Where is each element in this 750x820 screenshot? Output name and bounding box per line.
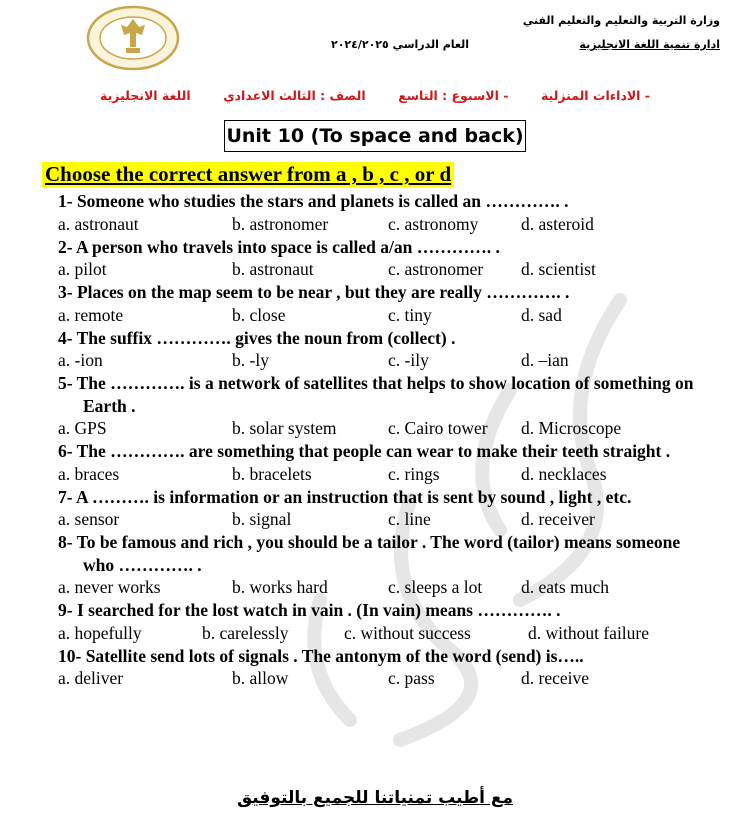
option-a[interactable]: a. -ion [58, 350, 103, 370]
option-a[interactable]: a. astronaut [58, 213, 139, 234]
option-b[interactable]: b. -ly [232, 350, 269, 370]
option-a[interactable]: a. sensor [58, 509, 120, 529]
unit-title: Unit 10 (To space and back) [224, 120, 526, 152]
info-row [100, 88, 650, 103]
option-a[interactable]: a. GPS [58, 418, 107, 438]
option-c[interactable]: c. -ily [388, 350, 429, 370]
academic-year: العام الدراسي ٢٠٢٤/٢٠٢٥ [331, 38, 469, 51]
options-row [58, 258, 698, 281]
info-subject: اللغة الانجليزية [100, 88, 191, 103]
question-text: 4- The suffix …………. gives the noun from (collect) . [58, 327, 456, 348]
option-b[interactable]: b. carelessly [202, 622, 289, 643]
header-ministry-block [470, 14, 720, 51]
option-c[interactable]: c. without success [344, 622, 471, 643]
option-b[interactable]: b. allow [232, 668, 289, 688]
option-d[interactable]: d. scientist [521, 259, 596, 279]
option-c[interactable]: c. astronomer [388, 259, 484, 279]
option-d[interactable]: d. without failure [528, 622, 650, 643]
question-text: 10- Satellite send lots of signals . The antonym of the word (send) is….. [58, 645, 584, 666]
option-d[interactable]: d. asteroid [521, 213, 594, 234]
info-homework: - الاداءات المنزلية [540, 88, 650, 103]
option-b[interactable]: b. astronaut [232, 259, 314, 279]
instruction: Choose the correct answer from a , b , c , or d [42, 162, 454, 187]
footer-wish: مع أطيب تمنياتنا للجميع بالتوفيق [236, 788, 513, 808]
option-d[interactable]: d. sad [521, 304, 562, 325]
options-row [58, 622, 698, 645]
option-a[interactable]: a. remote [58, 304, 124, 325]
option-a[interactable]: a. braces [58, 463, 120, 484]
ministry-name: وزارة التربية والتعليم والتعليم الفني [522, 14, 720, 27]
options-row [58, 213, 698, 236]
option-c[interactable]: c. line [388, 509, 431, 529]
option-d[interactable]: d. necklaces [521, 463, 607, 484]
question-text: 8- To be famous and rich , you should be a tailor . The word (tailor) means someone who …………. . [58, 532, 681, 575]
option-b[interactable]: b. works hard [232, 577, 328, 597]
question-text: 9- I searched for the lost watch in vain . (In vain) means …………. . [58, 600, 561, 620]
info-week: - الاسبوع : التاسع [398, 88, 509, 103]
question-text: 2- A person who travels into space is called a/an …………. . [58, 236, 500, 257]
option-b[interactable]: b. close [232, 304, 286, 325]
option-b[interactable]: b. astronomer [232, 213, 329, 234]
option-c[interactable]: c. tiny [388, 304, 432, 325]
options-row [58, 508, 698, 531]
option-d[interactable]: d. eats much [521, 577, 609, 597]
ministry-logo [86, 5, 180, 71]
question-text: 3- Places on the map seem to be near , but they are really …………. . [58, 282, 570, 302]
option-a[interactable]: a. pilot [58, 259, 107, 279]
option-c[interactable]: c. astronomy [388, 213, 479, 234]
question-text: 1- Someone who studies the stars and planets is called an …………. . [58, 191, 569, 211]
question-text: 5- The …………. is a network of satellites that helps to show location of something on Earth . [58, 373, 694, 416]
options-row [58, 304, 698, 327]
question-text: 6- The …………. are something that people can wear to make their teeth straight . [58, 441, 671, 461]
option-b[interactable]: b. bracelets [232, 463, 312, 484]
option-d[interactable]: d. Microscope [521, 418, 622, 438]
options-row [58, 417, 698, 440]
option-b[interactable]: b. signal [232, 509, 292, 529]
department-name: ادارة تنمية اللغة الانجليزية [579, 38, 720, 51]
option-d[interactable]: d. –ian [521, 350, 569, 370]
options-row [58, 576, 698, 599]
info-grade: الصف : الثالث الاعدادي [223, 88, 366, 103]
option-a[interactable]: a. never works [58, 577, 161, 597]
option-c[interactable]: c. rings [388, 463, 440, 484]
option-c[interactable]: c. sleeps a lot [388, 577, 483, 597]
options-row [58, 349, 698, 372]
option-b[interactable]: b. solar system [232, 418, 337, 438]
option-d[interactable]: d. receive [521, 668, 590, 688]
option-d[interactable]: d. receiver [521, 509, 595, 529]
questions-list [58, 190, 698, 690]
option-a[interactable]: a. deliver [58, 668, 124, 688]
options-row [58, 463, 698, 486]
option-c[interactable]: c. pass [388, 668, 435, 688]
option-c[interactable]: c. Cairo tower [388, 418, 488, 438]
option-a[interactable]: a. hopefully [58, 622, 142, 643]
question-text: 7- A ………. is information or an instruction that is sent by sound , light , etc. [58, 486, 632, 507]
options-row [58, 667, 698, 690]
